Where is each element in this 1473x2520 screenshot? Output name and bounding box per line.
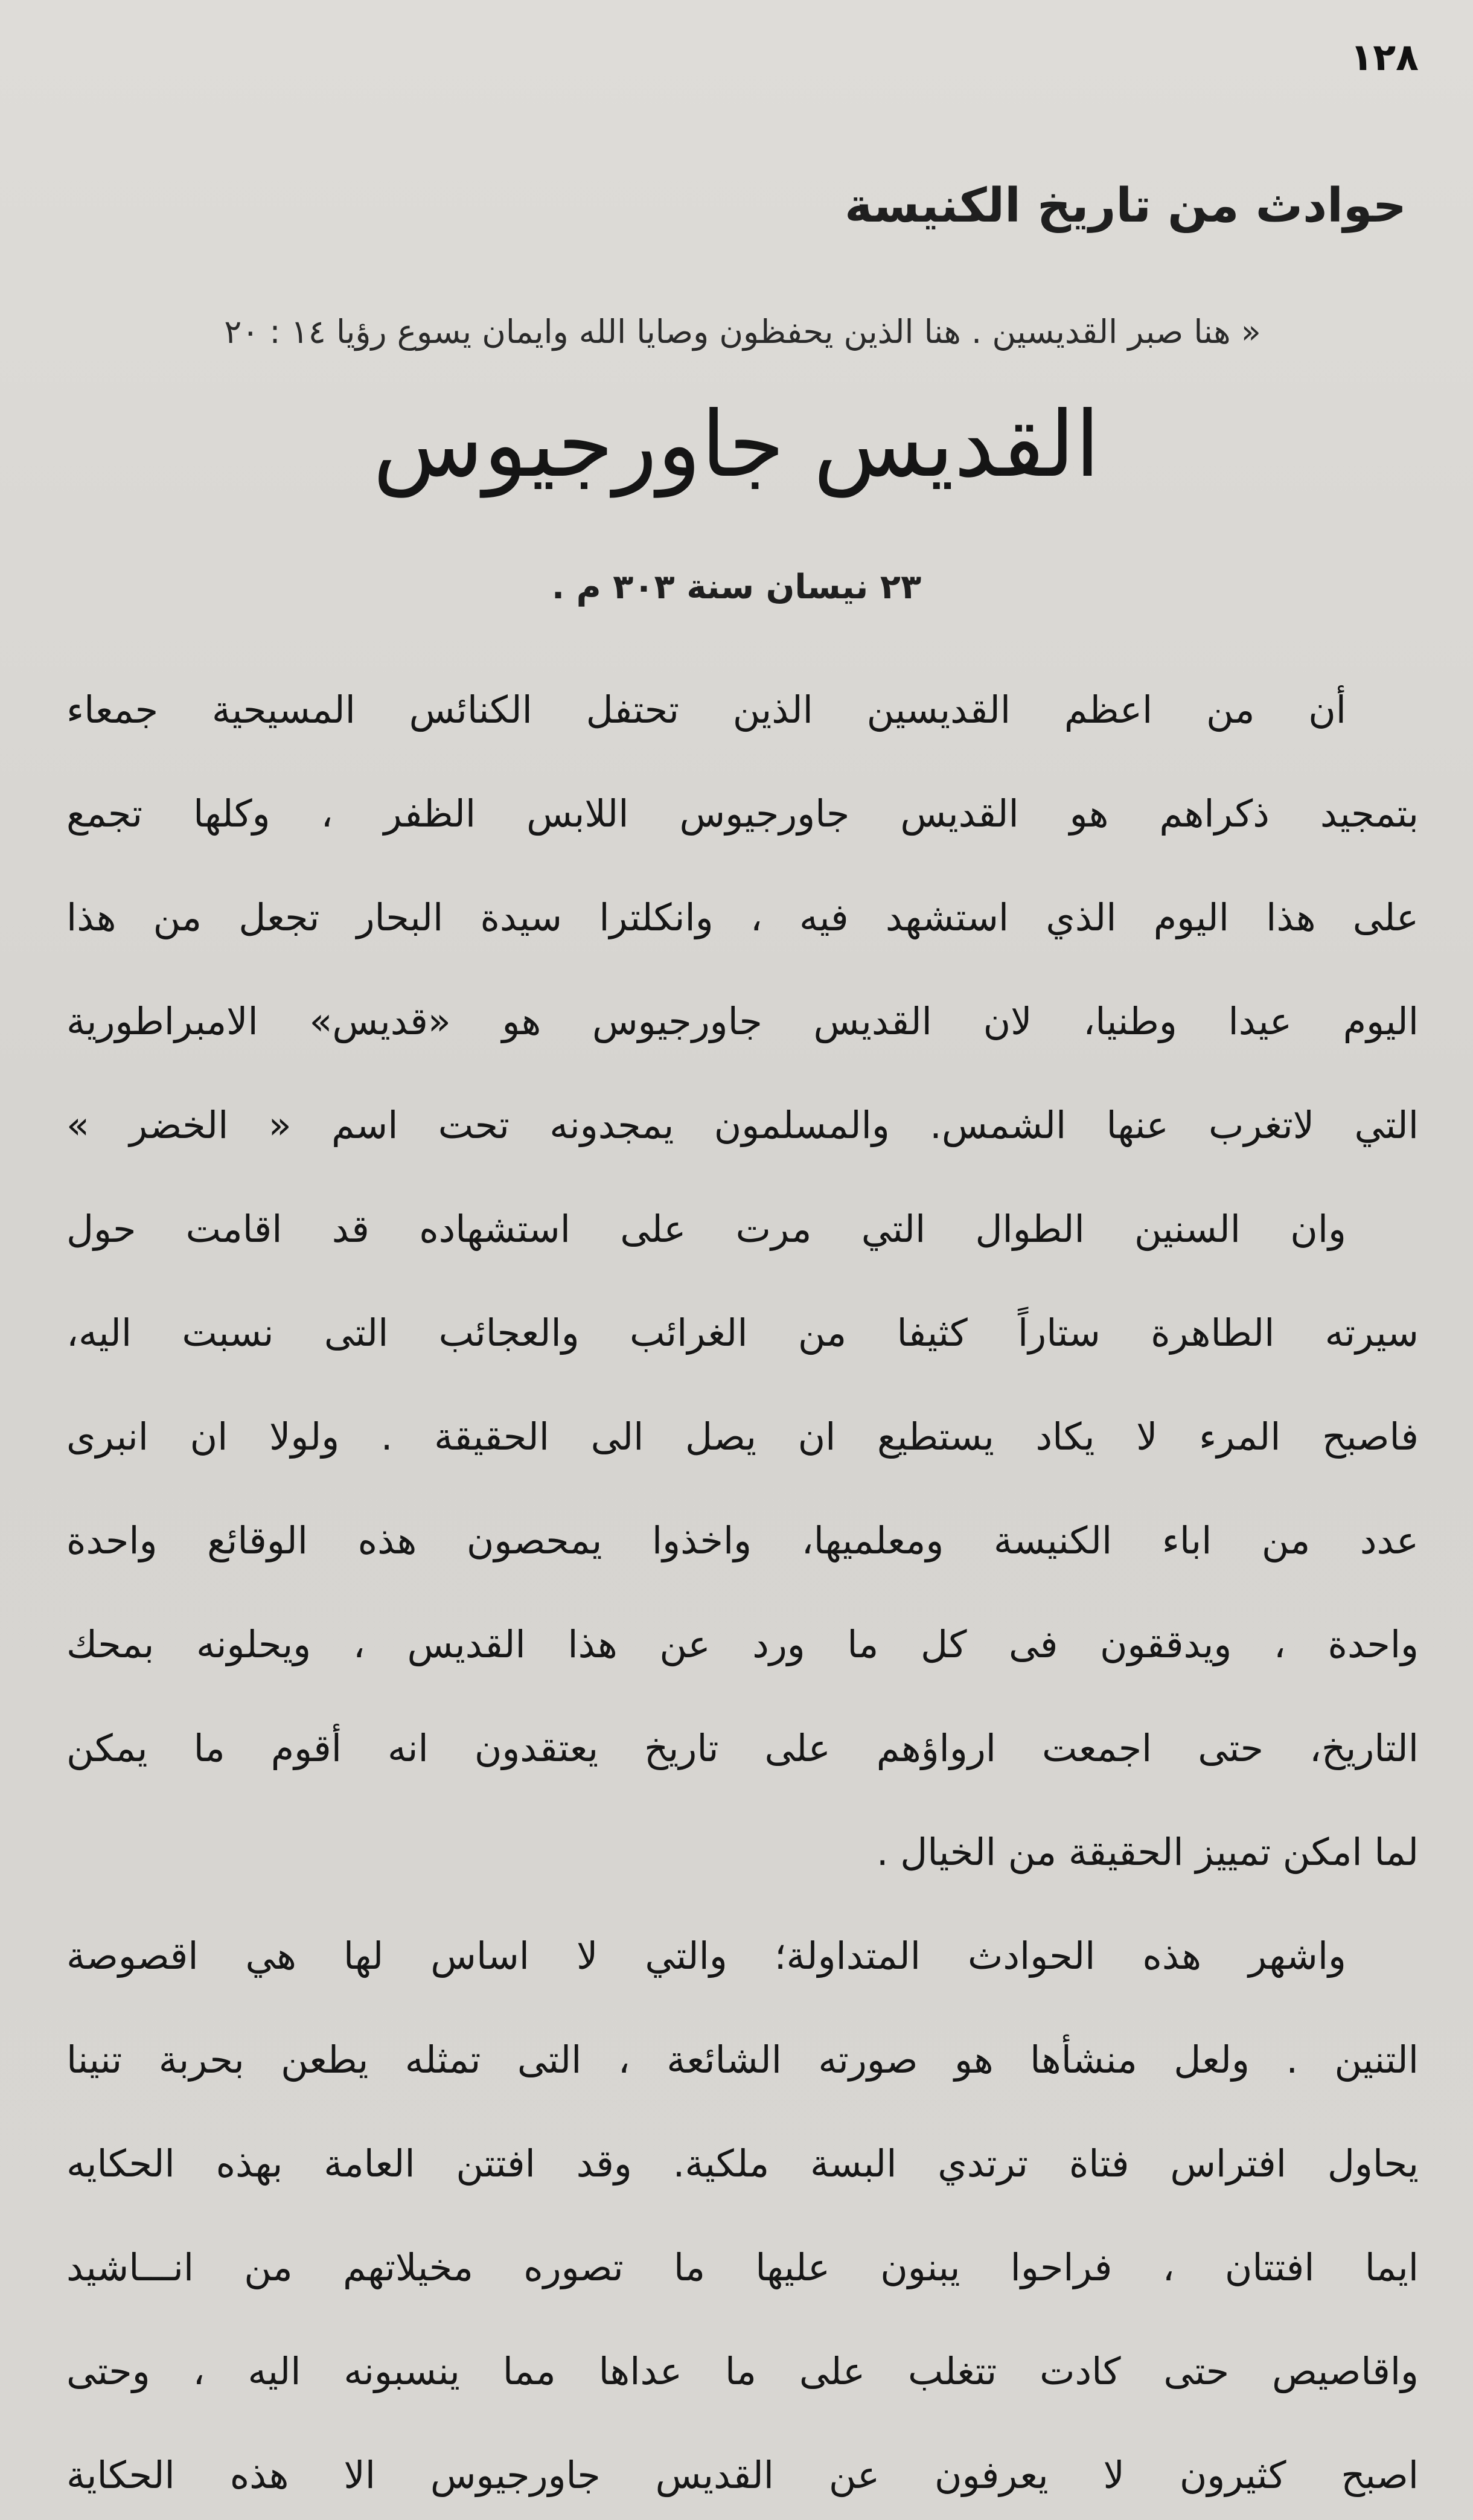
epigraph: « هنا صبر القديسين . هنا الذين يحفظون وصايا الله وايمان يسوع رؤيا ١٤ : ٢٠ bbox=[224, 313, 1261, 351]
body-line: بتمجيد ذكراهم هو القديس جاورجيوس اللابس الظفر ، وكلها تجمع bbox=[66, 791, 1419, 836]
body-line: واحدة ، ويدققون فى كل ما ورد عن هذا القديس ، ويحلونه بمحك bbox=[66, 1622, 1419, 1666]
body-line: سيرته الطاهرة ستاراً كثيفا من الغرائب والعجائب التى نسبت اليه، bbox=[66, 1311, 1419, 1355]
body-line: أن من اعظم القديسين الذين تحتفل الكنائس المسيحية جمعاء bbox=[66, 688, 1346, 732]
body-line: التي لاتغرب عنها الشمس. والمسلمون يمجدونه تحت اسم « الخضر » bbox=[66, 1103, 1419, 1147]
body-line: واقاصيص حتى كادت تتغلب على ما عداها مما ينسبونه اليه ، وحتى bbox=[66, 2349, 1419, 2393]
body-line: عدد من اباء الكنيسة ومعلميها، واخذوا يمحصون هذه الوقائع واحدة bbox=[66, 1518, 1419, 1562]
body-line: التنين . ولعل منشأها هو صورته الشائعة ، التى تمثله يطعن بحربة تنينا bbox=[66, 2038, 1419, 2082]
body-line: فاصبح المرء لا يكاد يستطيع ان يصل الى الحقيقة . ولولا ان انبرى bbox=[66, 1415, 1419, 1459]
body-line: ايما افتتان ، فراحوا يبنون عليها ما تصوره مخيلاتهم من انـــاشيد bbox=[66, 2245, 1419, 2289]
body-line: وان السنين الطوال التي مرت على استشهاده قد اقامت حول bbox=[66, 1207, 1346, 1251]
body-line: اليوم عيدا وطنيا، لان القديس جاورجيوس هو «قديس» الامبراطورية bbox=[66, 999, 1419, 1043]
page-number: ١٢٨ bbox=[1350, 35, 1419, 79]
date-line: ٢٣ نيسان سنة ٣٠٣ م . bbox=[551, 568, 922, 607]
body-line: واشهر هذه الحوادث المتداولة؛ والتي لا اساس لها هي اقصوصة bbox=[66, 1934, 1346, 1978]
body-line: يحاول افتراس فتاة ترتدي البسة ملكية. وقد افتتن العامة بهذه الحكايه bbox=[66, 2141, 1419, 2186]
body-line: اصبح كثيرون لا يعرفون عن القديس جاورجيوس الا هذه الحكاية bbox=[66, 2453, 1419, 2497]
body-line: لما امكن تمييز الحقيقة من الخيال . bbox=[876, 1830, 1419, 1874]
running-header: حوادث من تاريخ الكنيسة bbox=[845, 179, 1407, 233]
body-text bbox=[66, 658, 1419, 2520]
body-line: التاريخ، حتى اجمعت ارواؤهم على تاريخ يعتقدون انه أقوم ما يمكن bbox=[66, 1726, 1419, 1770]
chapter-title: القديس جاورجيوس bbox=[372, 392, 1101, 497]
body-line: على هذا اليوم الذي استشهد فيه ، وانكلترا سيدة البحار تجعل من هذا bbox=[66, 895, 1419, 939]
